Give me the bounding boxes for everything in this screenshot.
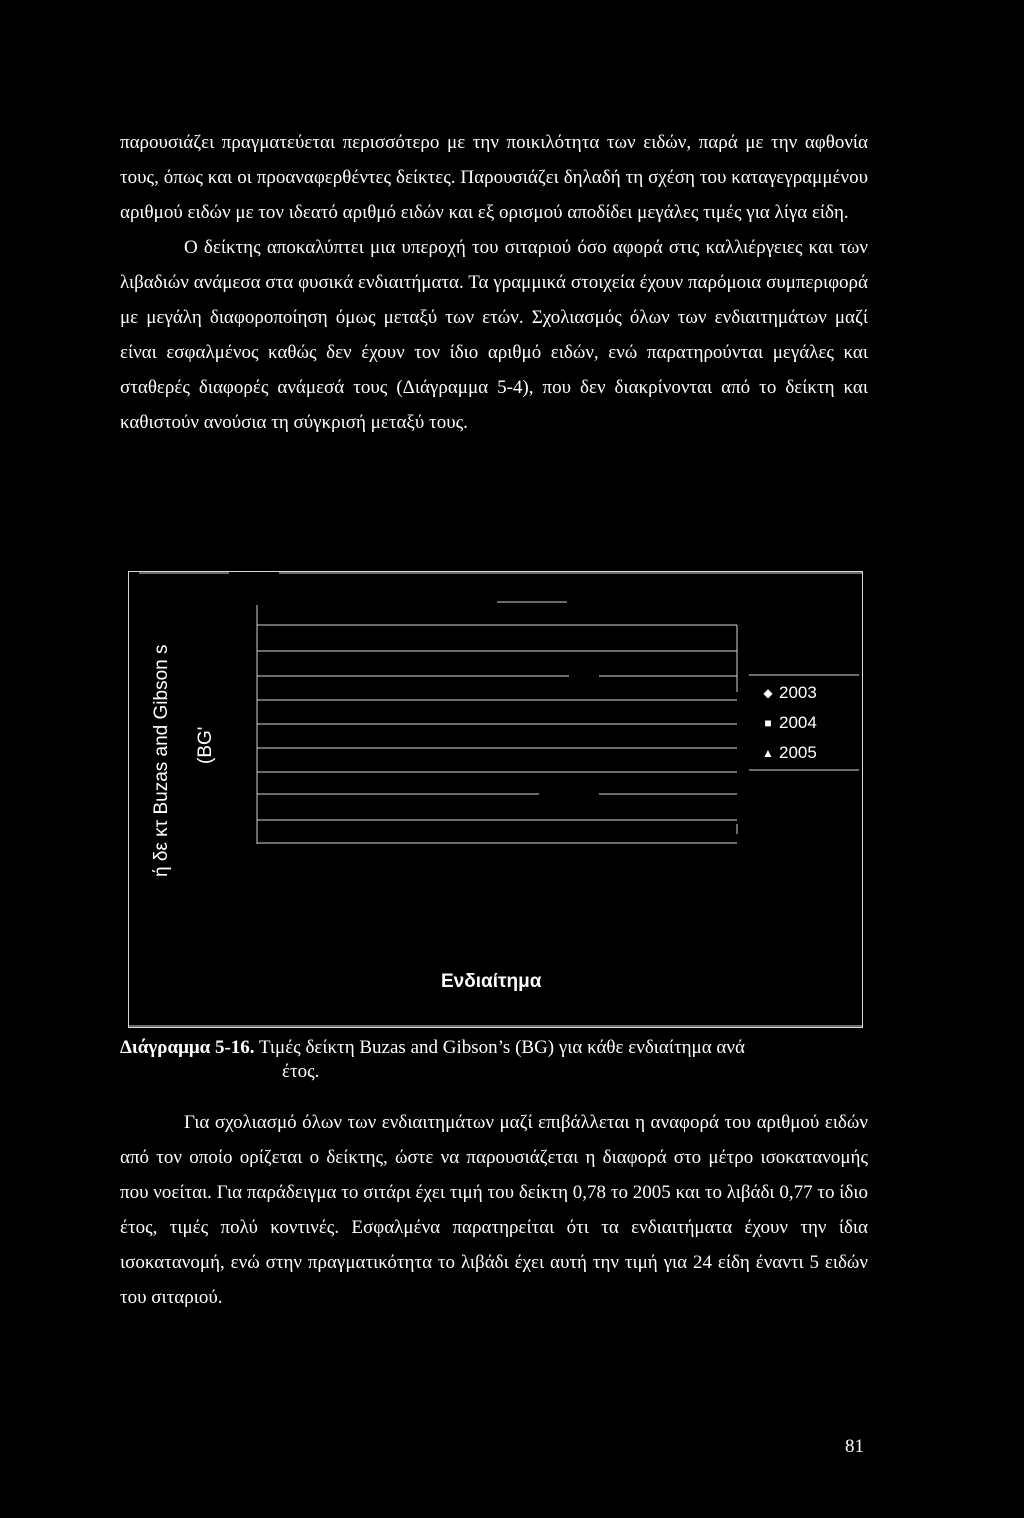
- legend-item-2004: [761, 713, 817, 733]
- paragraph-1-intro: παρουσιάζει πραγματεύεται περισσότερο με την ποικιλότητα των ειδών, παρά με την αφθονία τους, όπως και οι προαναφερθέντες δείκτες. Παρουσιάζει δηλαδή τη σχέση του καταγεγραμμένου αριθμού ειδών με τον ιδεατό αριθμό ειδών και εξ ορισμού αποδίδει μεγάλες τιμές για λίγα είδη.: [120, 132, 868, 223]
- paragraph-1-body: Ο δείκτης αποκαλύπτει μια υπεροχή του σιταριού όσο αφορά στις καλλιέργειες και των λιβαδιών ανάμεσα στα φυσικά ενδιαιτήματα. Τα γραμμικά στοιχεία έχουν παρόμοια συμπεριφορά με μεγάλη διαφοροποίηση όμως μεταξύ των ετών. Σχολιασμός όλων των ενδιαιτημάτων μαζί είναι εσφαλμένος καθώς δεν έχουν τον ίδιο αριθμό ειδών, ενώ παρατηρούνται μεγάλες και σταθερές διαφορές ανάμεσά τους (Διάγραμμα 5-4), που δεν διακρίνονται από το δείκτη και καθιστούν ανούσια τη σύγκρισή μεταξύ τους.: [120, 237, 868, 433]
- legend-item-2005: [761, 743, 817, 763]
- legend-label: 2005: [779, 743, 817, 762]
- y-axis-label-line2: (BG': [195, 726, 216, 764]
- paragraph-2: [120, 1105, 868, 1315]
- figure-caption: [120, 1036, 875, 1084]
- page-number: 81: [845, 1436, 864, 1457]
- paragraph-1: [120, 125, 868, 440]
- x-axis-label: Ενδιαίτημα: [441, 971, 542, 992]
- square-icon: ■: [764, 716, 772, 730]
- y-axis-label-line1: ή δε κτ Buzas and Gibson s: [151, 644, 172, 877]
- legend-label: 2004: [779, 713, 817, 732]
- paragraph-2-text: Για σχολιασμό όλων των ενδιαιτημάτων μαζί επιβάλλεται η αναφορά του αριθμού ειδών από τον οποίο ορίζεται ο δείκτης, ώστε να παρουσιάζεται η διαφορά στο μέτρο ισοκατανομής που νοείται. Για παράδειγμα το σιτάρι έχει τιμή του δείκτη 0,78 το 2005 και το λιβάδι 0,77 το ίδιο έτος, τιμές πολύ κοντινές. Εσφαλμένα παρατηρείται ότι τα ενδιαιτήματα έχουν την ίδια ισοκατανομή, ενώ στην πραγματικότητα το λιβάδι έχει αυτή την τιμή για 24 είδη έναντι 5 ειδών του σιταριού.: [120, 1112, 868, 1308]
- chart-legend: [749, 675, 859, 770]
- triangle-icon: ▲: [762, 746, 774, 760]
- legend-item-2003: [761, 683, 817, 703]
- caption-label: Διάγραμμα 5-16.: [120, 1037, 255, 1058]
- diamond-icon: ◆: [763, 686, 773, 700]
- caption-text-continued: έτος.: [282, 1061, 320, 1082]
- y-axis-label: [129, 572, 229, 892]
- legend-label: 2003: [779, 683, 817, 702]
- chart-plot: [129, 572, 862, 1027]
- caption-text: Τιμές δείκτη Buzas and Gibson’s (BG) για κάθε ενδιαίτημα ανά: [254, 1037, 745, 1058]
- chart-frame: [128, 571, 863, 1028]
